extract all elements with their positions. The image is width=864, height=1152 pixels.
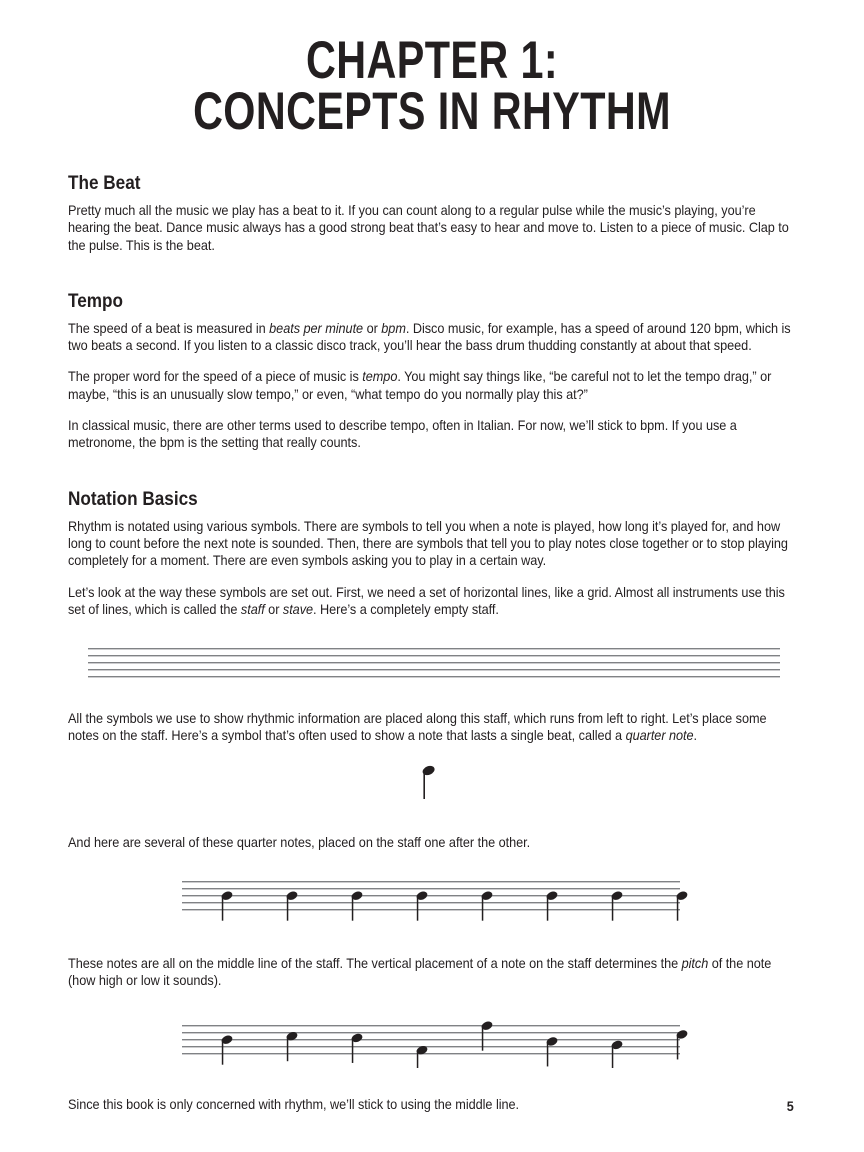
text-run: The speed of a beat is measured in bbox=[68, 320, 270, 336]
text-run: The proper word for the speed of a piece of music is bbox=[68, 369, 363, 385]
heading-tempo: Tempo bbox=[68, 289, 123, 312]
page-content bbox=[68, 172, 794, 1113]
staff-with-notes bbox=[182, 1020, 689, 1068]
staff-line bbox=[182, 902, 680, 903]
page-number: 5 bbox=[786, 1098, 794, 1114]
staff-with-notes bbox=[182, 881, 689, 921]
staff-line bbox=[182, 909, 680, 910]
paragraph-tempo-2 bbox=[68, 368, 794, 403]
chapter-title-line-2: CONCEPTS IN RHYTHM bbox=[193, 81, 671, 141]
single-quarter-note-figure bbox=[68, 759, 794, 808]
text-run: All the symbols we use to show rhythmic information are placed along this staff, which runs from left to right. Let’s place some notes on the staff. Here’s a symbol that’s often used to show a note that lasts a single beat, called a bbox=[68, 711, 767, 744]
staff-line bbox=[182, 881, 680, 882]
single-quarter-note-svg bbox=[68, 759, 794, 803]
text-run: or bbox=[363, 320, 382, 336]
paragraph-beat-1: Pretty much all the music we play has a beat to it. If you can count along to a regular pulse while the music’s playing, you’re hearing the beat. Dance music always has a good strong beat that’s easy to hear and move to. Listen to a piece of music. Clap to the pulse. This is the beat. bbox=[68, 203, 789, 253]
varied-pitch-staff-figure bbox=[68, 1008, 794, 1068]
paragraph-notation-4: And here are several of these quarter notes, placed on the staff one after the other. bbox=[68, 834, 531, 850]
note-stem bbox=[482, 896, 484, 921]
staff-line bbox=[182, 1032, 680, 1033]
text-run: These notes are all on the middle line of the staff. The vertical placement of a note on the staff determines the bbox=[68, 956, 682, 972]
emphasis-quarter-note: quarter note bbox=[625, 728, 694, 744]
paragraph-notation-2 bbox=[68, 584, 794, 619]
note-stem bbox=[547, 896, 549, 921]
note-stem bbox=[482, 1025, 484, 1050]
emphasis-bpm: bpm bbox=[381, 320, 406, 336]
quarter-note-glyph bbox=[421, 764, 436, 799]
staff-line bbox=[88, 669, 780, 670]
paragraph-tempo-3: In classical music, there are other terms used to describe tempo, often in Italian. For now, we’ll stick to bpm. If you use a metronome, the bpm is the setting that really counts. bbox=[68, 418, 737, 451]
note-stem bbox=[677, 896, 679, 921]
emphasis-staff: staff bbox=[240, 601, 265, 617]
note-stem bbox=[547, 1041, 549, 1066]
note-stem bbox=[417, 896, 419, 921]
staff-line bbox=[182, 895, 680, 896]
note-stem bbox=[287, 896, 289, 921]
note-stem bbox=[677, 1034, 679, 1059]
staff-line bbox=[88, 655, 780, 656]
note-stem bbox=[612, 896, 614, 921]
heading-the-beat: The Beat bbox=[68, 172, 141, 194]
staff-line bbox=[182, 1039, 680, 1040]
same-pitch-staff-svg bbox=[68, 871, 794, 927]
staff-line bbox=[88, 676, 780, 677]
staff-lines bbox=[88, 648, 780, 677]
paragraph-notation-5 bbox=[68, 955, 794, 990]
empty-staff-svg bbox=[68, 640, 794, 680]
staff-line bbox=[88, 662, 780, 663]
emphasis-tempo: tempo bbox=[362, 369, 398, 385]
same-pitch-staff-figure bbox=[68, 871, 794, 927]
text-run: of the note (how high or low it sounds). bbox=[68, 956, 772, 989]
paragraph-tempo-1 bbox=[68, 320, 794, 355]
staff-line bbox=[182, 888, 680, 889]
chapter-title-line-1: CHAPTER 1: bbox=[306, 31, 558, 90]
section-spacer bbox=[68, 268, 794, 290]
emphasis-pitch: pitch bbox=[681, 956, 709, 972]
text-run: . Disco music, for example, has a speed of around 120 bpm, which is two beats a second. If you listen to a classic disco track, you’ll hear the bass drum thudding constantly at about that speed. bbox=[68, 320, 791, 354]
text-run: Let’s look at the way these symbols are set out. First, we need a set of horizontal lines, like a grid. Almost all instruments use this set of lines, which is called the bbox=[68, 584, 785, 617]
text-run: . Here’s a completely empty staff. bbox=[313, 601, 499, 617]
text-run: . bbox=[693, 728, 698, 744]
paragraph-notation-3 bbox=[68, 710, 794, 745]
varied-pitch-staff-svg bbox=[68, 1008, 794, 1068]
staff-line bbox=[182, 1053, 680, 1054]
text-run: . You might say things like, “be careful not to let the tempo drag,” or maybe, “this is an unusually slow tempo,” or even, “what tempo do you normally play this at?” bbox=[68, 369, 772, 402]
paragraph-notation-6: Since this book is only concerned with rhythm, we’ll stick to using the middle line. bbox=[68, 1096, 520, 1112]
emphasis-stave: stave bbox=[282, 601, 314, 617]
staff-line bbox=[182, 1025, 680, 1026]
heading-notation-basics: Notation Basics bbox=[68, 487, 198, 510]
section-spacer bbox=[68, 466, 794, 488]
text-run: or bbox=[264, 601, 283, 617]
paragraph-notation-1: Rhythm is notated using various symbols. There are symbols to tell you when a note is played, how long it’s played for, and how long to count before the next note is sounded. Then, there are symbols that tell you to play notes close together or to stop playing completely for a moment. There are even symbols asking you to play in a certain way. bbox=[68, 518, 788, 569]
note-stem bbox=[287, 1036, 289, 1061]
emphasis-beats-per-minute: beats per minute bbox=[269, 320, 364, 336]
note-stem bbox=[222, 896, 224, 921]
staff-line bbox=[182, 1046, 680, 1047]
staff-line bbox=[88, 648, 780, 649]
note-stem bbox=[222, 1039, 224, 1064]
note-stem bbox=[352, 1038, 354, 1063]
note-stem bbox=[352, 896, 354, 921]
chapter-title bbox=[95, 31, 769, 141]
empty-staff-figure bbox=[68, 640, 794, 680]
